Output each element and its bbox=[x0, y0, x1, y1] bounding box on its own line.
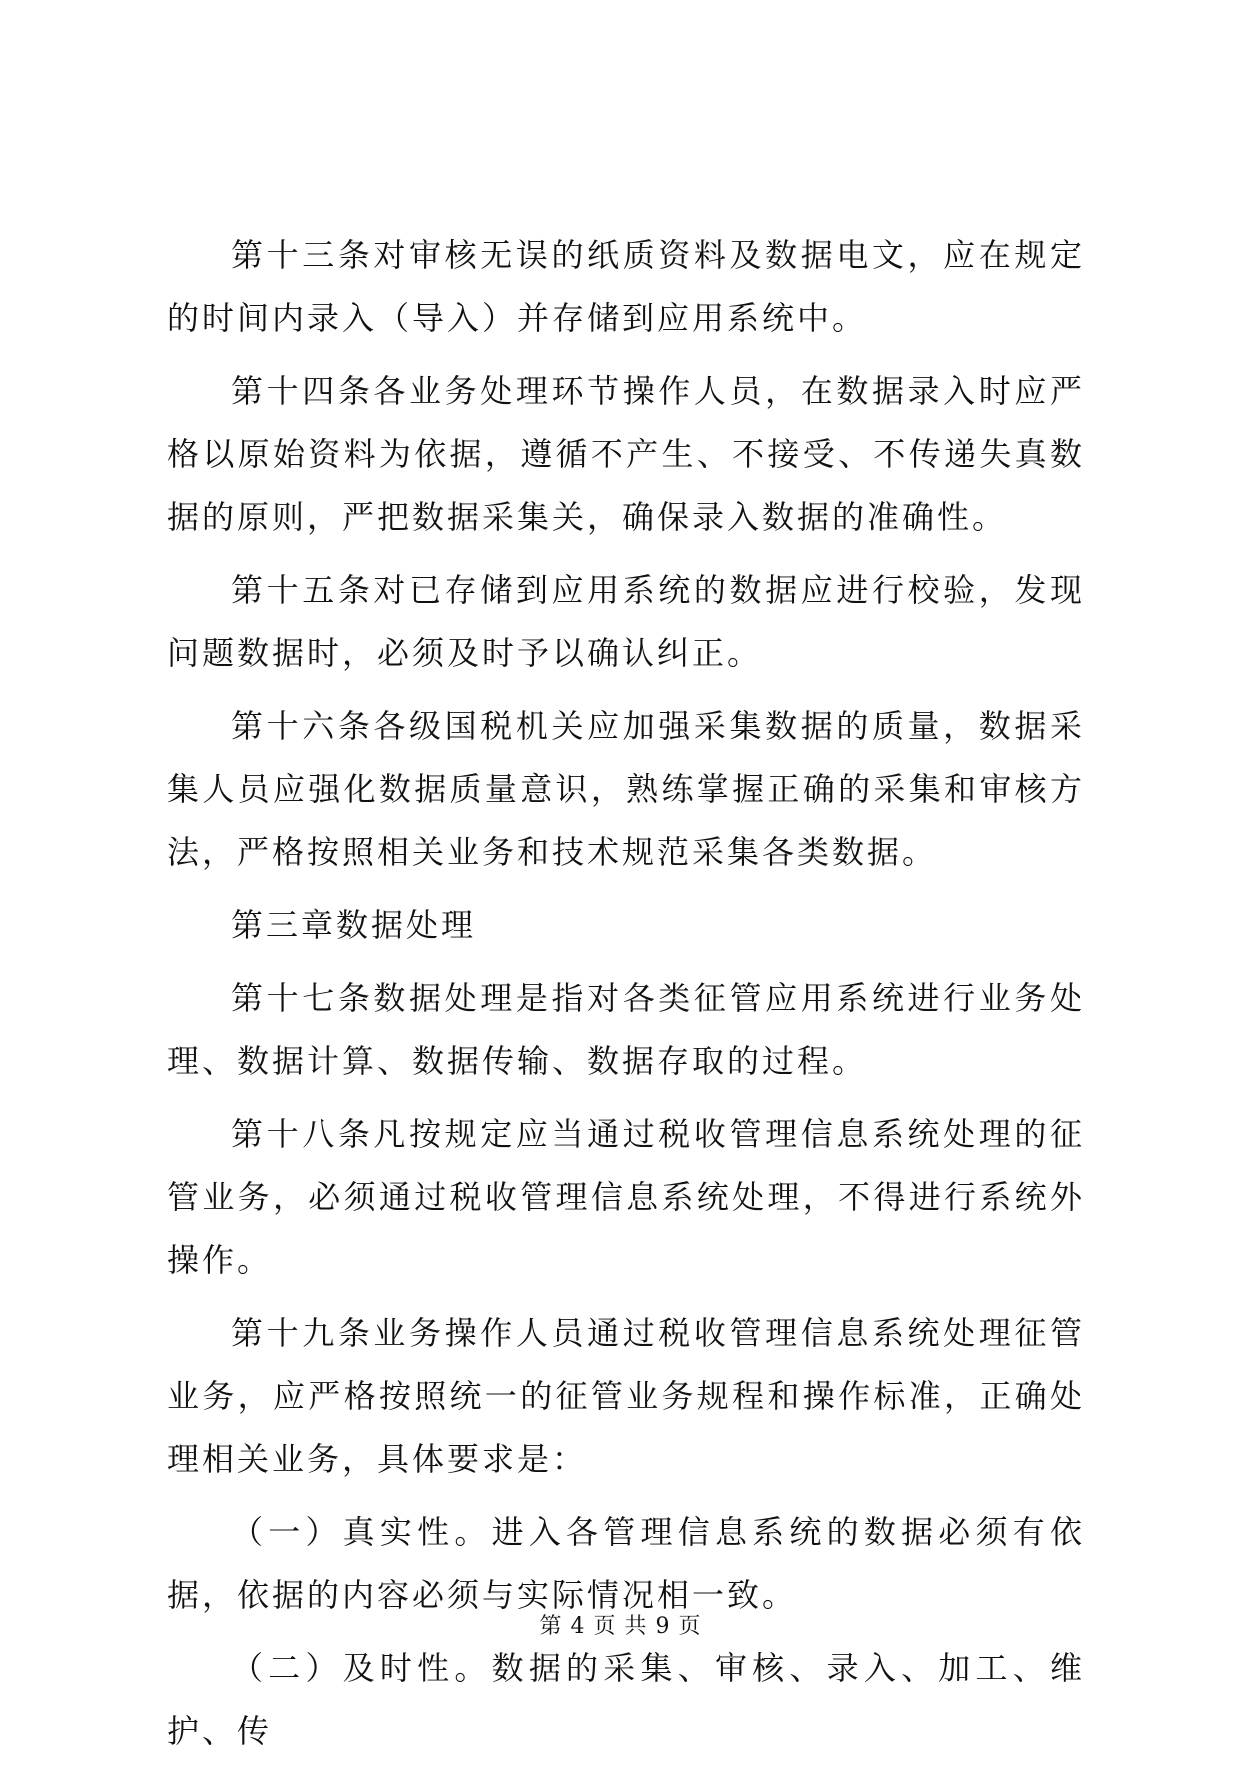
paragraph-article-15: 第十五条对已存储到应用系统的数据应进行校验，发现问题数据时，必须及时予以确认纠正。 bbox=[167, 571, 1085, 672]
paragraph-item-2: （二）及时性。数据的采集、审核、录入、加工、维护、传 bbox=[167, 1649, 1085, 1750]
page-number-footer: 第 4 页 共 9 页 bbox=[539, 1614, 702, 1639]
paragraph-article-17: 第十七条数据处理是指对各类征管应用系统进行业务处理、数据计算、数据传输、数据存取的过程。 bbox=[167, 979, 1085, 1080]
paragraph-article-16: 第十六条各级国税机关应加强采集数据的质量，数据采集人员应强化数据质量意识，熟练掌握正确的采集和审核方法，严格按照相关业务和技术规范采集各类数据。 bbox=[167, 707, 1085, 871]
paragraph-article-14: 第十四条各业务处理环节操作人员，在数据录入时应严格以原始资料为依据，遵循不产生、不接受、不传递失真数据的原则，严把数据采集关，确保录入数据的准确性。 bbox=[167, 372, 1085, 536]
document-body bbox=[167, 224, 1085, 1773]
paragraph-article-13: 第十三条对审核无误的纸质资料及数据电文，应在规定的时间内录入（导入）并存储到应用系统中。 bbox=[167, 236, 1085, 337]
chapter-heading: 第三章数据处理 bbox=[231, 906, 477, 944]
paragraph-article-18: 第十八条凡按规定应当通过税收管理信息系统处理的征管业务，必须通过税收管理信息系统处理，不得进行系统外操作。 bbox=[167, 1115, 1085, 1279]
paragraph-item-1: （一）真实性。进入各管理信息系统的数据必须有依据，依据的内容必须与实际情况相一致。 bbox=[167, 1513, 1085, 1614]
paragraph-article-19: 第十九条业务操作人员通过税收管理信息系统处理征管业务，应严格按照统一的征管业务规程和操作标准，正确处理相关业务，具体要求是： bbox=[167, 1314, 1085, 1478]
